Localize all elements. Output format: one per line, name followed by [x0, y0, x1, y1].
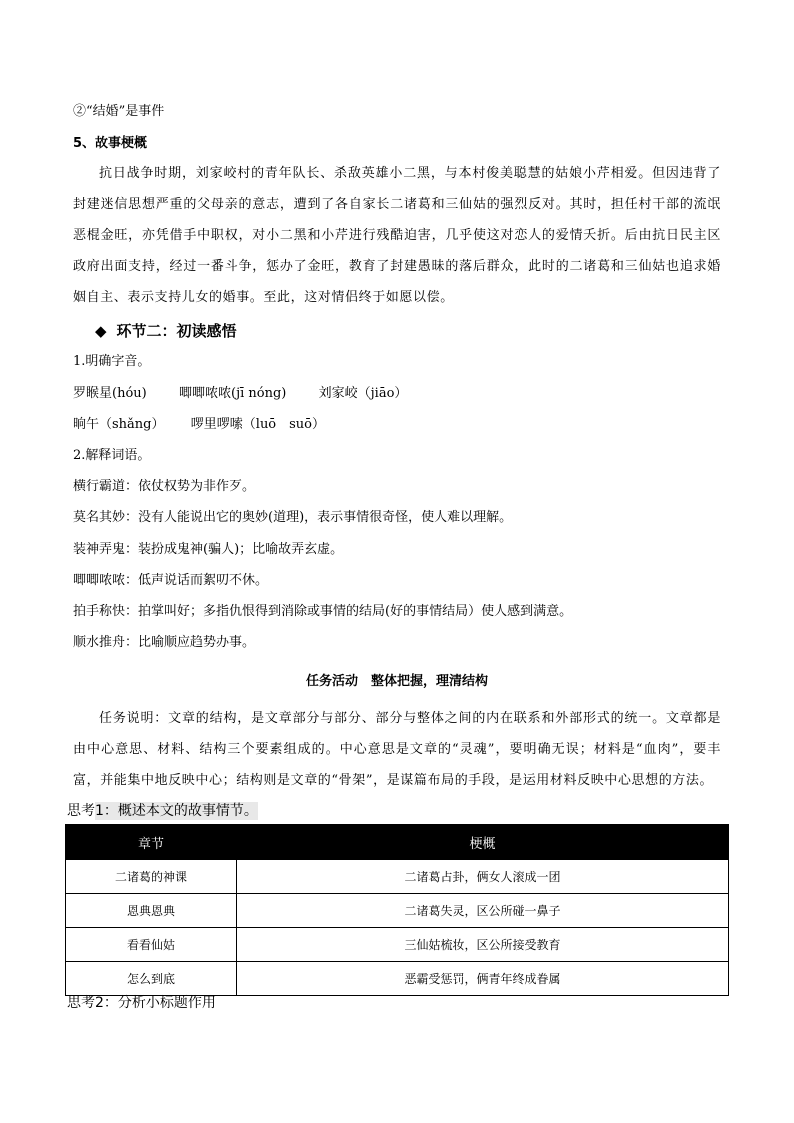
think-2-label: 思考	[67, 995, 95, 1011]
table-row	[66, 860, 729, 894]
vocab-item: 莫名其妙：没有人能说出它的奥妙(道理)，表示事情很奇怪，使人难以理解。	[73, 510, 513, 525]
section2-heading	[95, 320, 237, 341]
vocab-item: 唧唧哝哝：低声说话而絮叨不休。	[73, 573, 269, 588]
task-paragraph: 任务说明：文章的结构，是文章部分与部分、部分与整体之间的内在联系和外部形式的统一。文章都是由中心意思、材料、结构三个要素组成的。中心意思是文章的“灵魂”，要明确无误；材料是“血肉”，要丰富，并能集中地反映中心；结构则是文章的“骨架”，是谋篇布局的手段，是运用材料反映中心思想的方法。	[73, 711, 721, 788]
table-row	[66, 894, 729, 928]
pron-item: 啰里啰嗦（luō suō）	[190, 417, 326, 432]
table-cell-summary: 恶霸受惩罚，俩青年终成眷属	[237, 962, 729, 996]
think-2-text: 2：分析小标题作用	[95, 995, 216, 1011]
pronunciation-title: 1.明确字音。	[73, 354, 151, 369]
vocab-title: 2.解释词语。	[73, 448, 151, 463]
task-title: 任务活动 整体把握，理清结构	[305, 674, 488, 689]
vocab-item: 装神弄鬼：装扮成鬼神(骗人)；比喻故弄玄虚。	[73, 542, 344, 557]
story-heading: 5、故事梗概	[73, 136, 148, 151]
think-1-label: 思考	[67, 803, 95, 819]
table-cell-chapter: 看看仙姑	[66, 928, 237, 962]
table-cell-summary: 二诸葛占卦，俩女人滚成一团	[237, 860, 729, 894]
pron-item: 晌午（shǎng）	[73, 417, 165, 432]
table-header-chapter: 章节	[66, 825, 237, 860]
pronunciation-line-2	[73, 417, 325, 433]
table-cell-chapter: 怎么到底	[66, 962, 237, 996]
pron-item: 罗睺星(hóu)	[73, 386, 147, 401]
event-note: ②“结婚”是事件	[73, 104, 165, 119]
story-table	[65, 824, 729, 996]
pronunciation-line-1	[73, 386, 407, 402]
vocab-item: 顺水推舟：比喻顺应趋势办事。	[73, 635, 256, 650]
pron-item: 唧唧哝哝(jī nóng)	[179, 386, 287, 401]
think-2	[67, 992, 216, 1012]
table-cell-chapter: 恩典恩典	[66, 894, 237, 928]
table-cell-summary: 三仙姑梳妆，区公所接受教育	[237, 928, 729, 962]
vocab-item: 拍手称快：拍掌叫好；多指仇恨得到消除或事情的结局(好的事情结局）使人感到满意。	[73, 604, 573, 619]
table-row	[66, 928, 729, 962]
vocab-item: 横行霸道：依仗权势为非作歹。	[73, 479, 256, 494]
table-cell-summary: 二诸葛失灵，区公所碰一鼻子	[237, 894, 729, 928]
table-header-summary: 梗概	[237, 825, 729, 860]
table-row	[66, 962, 729, 996]
think-1	[67, 800, 258, 820]
story-paragraph: 抗日战争时期，刘家峧村的青年队长、杀敌英雄小二黑，与本村俊美聪慧的姑娘小芹相爱。但因违背了封建迷信思想严重的父母亲的意志，遭到了各自家长二诸葛和三仙姑的强烈反对。其时，担任村干部的流氓恶棍金旺，亦凭借手中职权，对小二黑和小芹进行残酷迫害，几乎使这对恋人的爱情夭折。后由抗日民主区政府出面支持，经过一番斗争，惩办了金旺，教育了封建愚昧的落后群众，此时的二诸葛和三仙姑也追求婚姻自主、表示支持儿女的婚事。至此，这对情侣终于如愿以偿。	[73, 166, 721, 305]
table-header-row	[66, 825, 729, 860]
pron-item: 刘家峧（jiāo）	[318, 386, 408, 401]
section2-title: 环节二：初读感悟	[116, 322, 237, 340]
think-1-text: 1：概述本文的故事情节。	[95, 803, 258, 819]
table-cell-chapter: 二诸葛的神课	[66, 860, 237, 894]
diamond-bullet-icon: ◆	[95, 322, 107, 340]
